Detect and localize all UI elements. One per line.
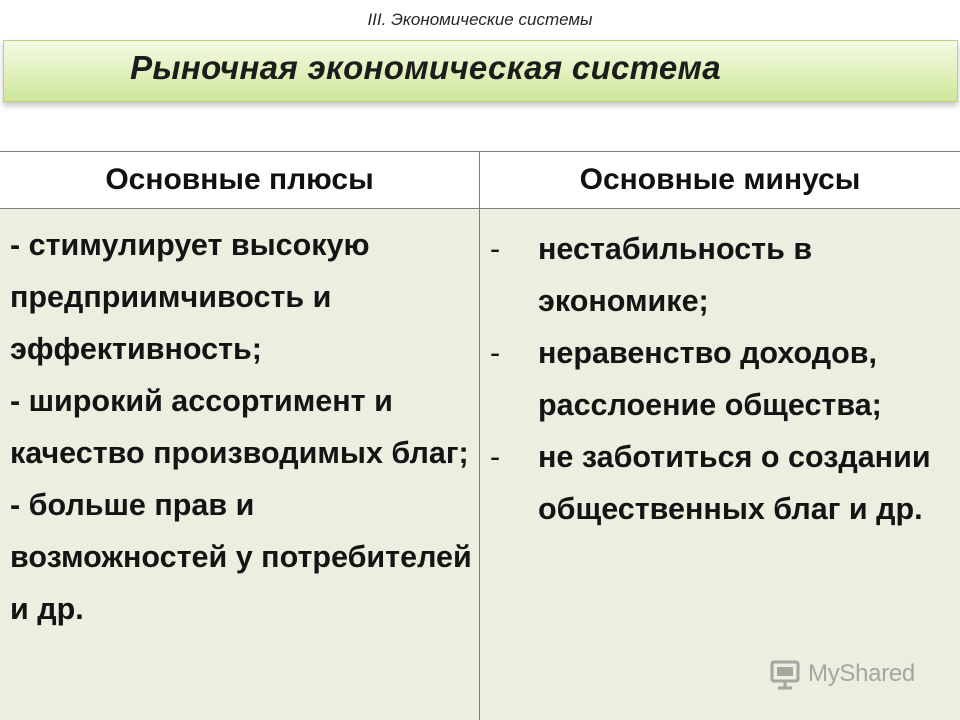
pluses-cell <box>0 209 480 720</box>
list-dash: - <box>490 336 501 370</box>
plus-item: - больше прав и возможностей у потребителей и др. <box>10 488 472 626</box>
plus-item: - широкий ассортимент и качество производимых благ; <box>10 384 469 470</box>
minuses-cell <box>480 209 960 720</box>
comparison-table <box>0 151 960 720</box>
title-banner <box>3 40 958 102</box>
minus-item <box>490 327 952 431</box>
section-title: III. Экономические системы <box>367 10 593 29</box>
watermark-text: MyShared <box>808 660 915 687</box>
header-pluses: Основные плюсы <box>0 152 480 209</box>
header-minuses: Основные минусы <box>480 152 960 209</box>
minus-item <box>490 431 952 535</box>
list-dash: - <box>490 440 501 474</box>
minuses-list <box>490 223 952 535</box>
pluses-list <box>10 219 472 635</box>
list-dash: - <box>490 232 501 266</box>
minus-item-text: неравенство доходов, расслоение общества; <box>538 336 882 422</box>
minus-item-text: не заботиться о создании общественных благ и др. <box>538 440 931 526</box>
plus-item: - стимулирует высокую предприимчивость и эффективность; <box>10 228 370 366</box>
myshared-watermark <box>768 656 928 692</box>
minus-item-text: нестабильность в экономике; <box>538 232 813 318</box>
presentation-board-icon <box>768 657 802 691</box>
slide-title: Рыночная экономическая система <box>130 49 721 86</box>
minus-item <box>490 223 952 327</box>
